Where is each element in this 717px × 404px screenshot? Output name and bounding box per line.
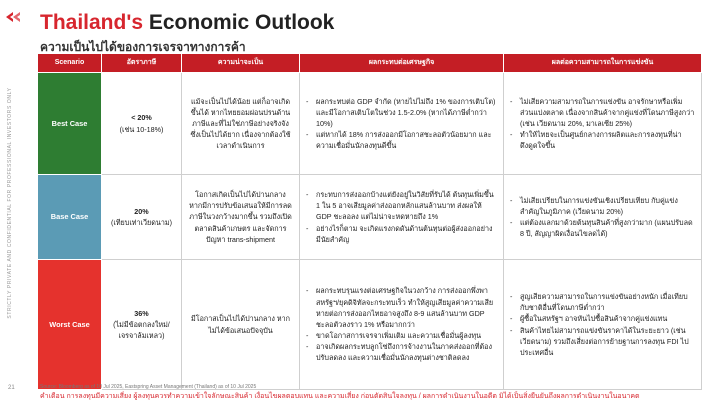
competitiveness-cell <box>504 73 702 175</box>
list-item: - ผู้ซื้อในสหรัฐฯ อาจหันไปซื้อสินค้าจากคู่แข่งแทน <box>510 313 695 324</box>
list-item: - สูญเสียความสามารถในการแข่งขันอย่างหนัก เมื่อเทียบกับชาติอื่นที่โดนภาษีต่ำกว่า <box>510 291 695 313</box>
list-item: - ขาดโอกาสการเจรจาเพิ่มเติม และความเชื่อมั่นผู้ลงทุน <box>306 330 497 341</box>
source-note: Source: Bloomberg as of 10 Jul 2025, Eastspring Asset Management (Thailand) as of 10 Jul 2025 <box>40 384 257 390</box>
tariff-rate-cell: 36% (ไม่มีข้อตกลงใหม่/เจรจาล้มเหลว) <box>102 260 182 390</box>
list-item: - ไม่เสียเปรียบในการแข่งขันเชิงเปรียบเทียบ กับคู่แข่งสำคัญในภูมิภาค (เวียดนาม 20%) <box>510 195 695 217</box>
list-item: - ผลกระทบรุนแรงต่อเศรษฐกิจในวงกว้าง การส่งออกพึ่งพาสหรัฐฯ/ยุคดิจิทัลจะกระทบเร็ว ทำให้สูญเสียมูลค่าความเสียหายต่อการส่งออกไทยอาจสูงถึง 8-9 แสนล้านบาท GDP ชะลอตัวลงราว 1% หรือมากกว่า <box>306 285 497 330</box>
probability-cell: มีโอกาสเป็นไปได้ปานกลาง หากไม่ได้ข้อเสนอปัจจุบัน <box>182 260 300 390</box>
page-title: Thailand's Economic Outlook <box>40 11 335 34</box>
economic-impact-cell <box>300 175 504 260</box>
header-competitiveness: ผลต่อความสามารถในการแข่งขัน <box>504 54 702 73</box>
list-item: - ทำให้ไทยจะเป็นศูนย์กลางการผลิตและการลงทุนที่น่าดึงดูดใจขึ้น <box>510 129 695 151</box>
list-item: - ไม่เสียความสามารถในการแข่งขัน อาจรักษาหรือเพิ่มส่วนแบ่งตลาด เนื่องจากสินค้าจากคู่แข่งที่โดนภาษีสูงกว่า (เช่น เวียดนาม 20%, มาเลเซีย 25%) <box>510 96 695 129</box>
list-item: - อย่างไรก็ตาม จะเกิดแรงกดดันด้านต้นทุนต่อผู้ส่งออกอย่างมีนัยสำคัญ <box>306 223 497 245</box>
trade-scenario-table <box>37 53 702 390</box>
scenario-best-case: Best Case <box>38 73 102 175</box>
competitiveness-cell <box>504 260 702 390</box>
competitiveness-cell <box>504 175 702 260</box>
table-row <box>38 175 702 260</box>
list-item: - ผลกระทบต่อ GDP จำกัด (หายไปไม่ถึง 1% ของการเติบโต) และมีโอกาสเติบโตในช่วง 1.5-2.0% (หากได้ภาษีต่ำกว่า 10%) <box>306 96 497 129</box>
scenario-worst-case: Worst Case <box>38 260 102 390</box>
confidential-side-text: STRICTLY PRIVATE AND CONFIDENTIAL FOR PROFESSIONAL INVESTORS ONLY <box>7 87 13 319</box>
brand-logo-icon <box>6 12 20 22</box>
list-item: - สินค้าไทยไม่สามารถแข่งขันราคาได้ในระยะยาว (เช่น เวียดนาม) รวมถึงเสี่ยงต่อการย้ายฐานการลงทุน FDI ไปประเทศอื่น <box>510 325 695 358</box>
page-subtitle: ความเป็นไปได้ของการเจรจาทางการค้า <box>40 40 246 54</box>
investment-disclaimer: คำเตือน การลงทุนมีความเสี่ยง ผู้ลงทุนควรทำความเข้าใจลักษณะสินค้า เงื่อนไขผลตอบแทน และความเสี่ยง ก่อนตัดสินใจลงทุน / ผลการดำเนินงานในอดีต มิได้เป็นสิ่งยืนยันถึงผลการดำเนินงานในอนาคต <box>40 393 640 400</box>
header-scenario: Scenario <box>38 54 102 73</box>
header-economic-impact: ผลกระทบต่อเศรษฐกิจ <box>300 54 504 73</box>
economic-impact-cell <box>300 260 504 390</box>
probability-cell: แม้จะเป็นไปได้น้อย แต่ก็อาจเกิดขึ้นได้ หากไทยยอมผ่อนปรนด้านภาษีและที่ไม่ใช่ภาษีอย่างจริงจัง ซึ่งเป็นไปได้ยาก เนื่องจากต้องใช้เวลาดำเนินการ <box>182 73 300 175</box>
list-item: - อาจเกิดผลกระทบลูกโซ่ถึงการจ้างงานในภาคส่งออกที่ต้องปรับลดลง และความเชื่อมั่นนักลงทุนต่างชาติลดลง <box>306 341 497 363</box>
table-row <box>38 73 702 175</box>
table-row <box>38 260 702 390</box>
table-header-row <box>38 54 702 73</box>
scenario-base-case: Base Case <box>38 175 102 260</box>
list-item: - แต่หากได้ 18% การส่งออกมีโอกาสชะลอตัวน้อยมาก และความเชื่อมั่นนักลงทุนดีขึ้น <box>306 129 497 151</box>
probability-cell: โอกาสเกิดเป็นไปได้ปานกลาง หากมีการปรับข้อเสนอให้มีการลดภาษีในวงกว้างมากขึ้น รวมถึงเปิดตลาดสินค้าเกษตร และจัดการปัญหา trans-shipment <box>182 175 300 260</box>
economic-impact-cell <box>300 73 504 175</box>
list-item: - กระทบการส่งออกบ้างแต่ยังอยู่ในวิสัยที่รับได้ ต้นทุนเพิ่มขึ้น 1 ใน 5 อาจเสียมูลค่าส่งออกหลักแสนล้านบาท ส่งผลให้ GDP ชะลอลง แต่ไม่น่าจะหดหายถึง 1% <box>306 189 497 222</box>
tariff-rate-cell: < 20% (เช่น 10-18%) <box>102 73 182 175</box>
tariff-rate-cell: 20% (เทียบเท่าเวียดนาม) <box>102 175 182 260</box>
page-number: 21 <box>8 385 15 391</box>
header-probability: ความน่าจะเป็น <box>182 54 300 73</box>
header-tariff-rate: อัตราภาษี <box>102 54 182 73</box>
list-item: - แต่ต้องแลกมาด้วยต้นทุนสินค้าที่สูงกว่ามาก (แผนปรับลด 8 ปี, สัญญาผิดเงื่อนไขลดได้) <box>510 217 695 239</box>
